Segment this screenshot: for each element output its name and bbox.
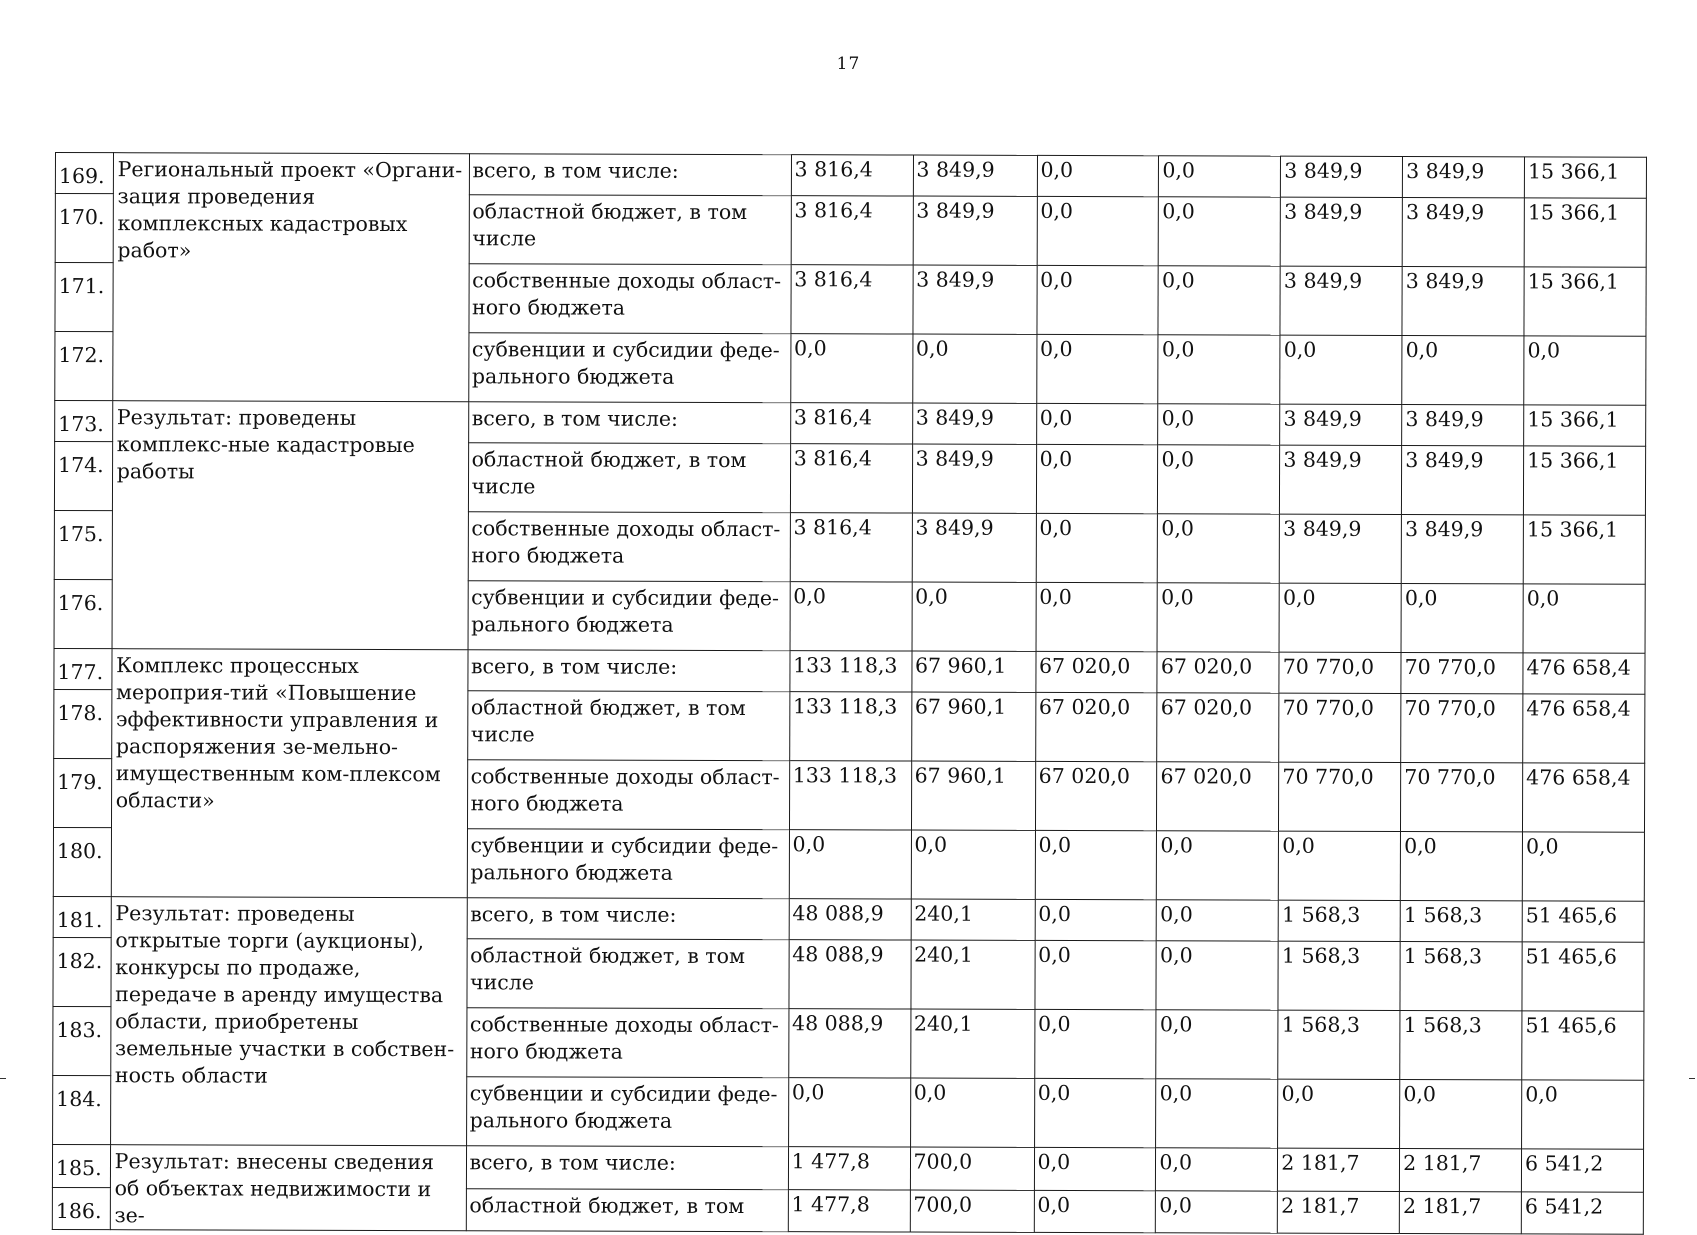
year-value-cell: 3 849,9 <box>912 403 1036 444</box>
year-value-cell: 0,0 <box>910 1078 1034 1147</box>
year-value-cell: 133 118,3 <box>790 651 912 692</box>
funding-source: собственные доходы област-ного бюджета <box>466 1008 788 1078</box>
year-value-cell: 0,0 <box>1156 941 1278 1010</box>
row-number: 177. <box>54 648 112 689</box>
year-value-cell: 0,0 <box>1157 900 1279 941</box>
year-value-cell: 0,0 <box>1156 1148 1278 1191</box>
year-value-cell: 700,0 <box>910 1147 1034 1190</box>
year-value-cell: 0,0 <box>1036 334 1158 403</box>
table-row <box>52 1144 1643 1191</box>
total-value-cell: 15 366,1 <box>1523 446 1645 515</box>
year-value-cell: 3 816,4 <box>790 513 912 582</box>
year-value-cell: 2 181,7 <box>1278 1191 1400 1234</box>
activity-name: Комплекс процессных мероприя-тий «Повышение эффективности управления и распоряжения зе-мельно-имущественным ком-плексом области» <box>111 649 468 898</box>
year-value-cell: 0,0 <box>1034 1147 1156 1190</box>
year-value-cell: 1 568,3 <box>1278 1010 1400 1079</box>
total-value-cell: 15 366,1 <box>1524 405 1646 446</box>
year-value-cell: 70 770,0 <box>1279 652 1401 693</box>
funding-source: всего, в том числе: <box>466 1146 788 1189</box>
year-value-cell: 0,0 <box>1158 445 1280 514</box>
funding-source: субвенции и субсидии феде-рального бюджета <box>467 829 789 899</box>
row-number: 174. <box>54 442 112 511</box>
year-value-cell: 3 849,9 <box>1280 514 1402 583</box>
funding-source: собственные доходы област-ного бюджета <box>467 760 789 830</box>
year-value-cell: 3 849,9 <box>1402 445 1524 514</box>
row-number: 176. <box>54 579 112 648</box>
year-value-cell: 0,0 <box>788 1078 910 1147</box>
total-value-cell: 51 465,6 <box>1522 942 1644 1011</box>
year-value-cell: 0,0 <box>911 830 1035 899</box>
year-value-cell: 67 020,0 <box>1157 762 1279 831</box>
row-number: 185. <box>52 1144 110 1187</box>
year-value-cell: 0,0 <box>1035 940 1157 1009</box>
year-value-cell: 0,0 <box>1158 266 1280 335</box>
year-value-cell: 0,0 <box>1400 831 1522 900</box>
row-number: 186. <box>52 1187 110 1230</box>
year-value-cell: 67 020,0 <box>1035 651 1157 692</box>
row-number: 179. <box>53 758 111 827</box>
year-value-cell: 133 118,3 <box>789 761 911 830</box>
year-value-cell: 70 770,0 <box>1401 693 1523 762</box>
year-value-cell: 0,0 <box>1400 1079 1522 1148</box>
total-value-cell: 15 366,1 <box>1524 267 1646 336</box>
activity-name: Результат: проведены открытые торги (аукционы), конкурсы по продаже, передаче в аренду имущества области, приобретены земельные участки в собствен-ность области <box>110 897 467 1146</box>
funding-source: собственные доходы област-ного бюджета <box>468 512 790 582</box>
year-value-cell: 48 088,9 <box>789 940 911 1009</box>
right-edge-mark <box>1689 1078 1695 1079</box>
year-value-cell: 0,0 <box>912 582 1036 651</box>
year-value-cell: 3 816,4 <box>790 444 912 513</box>
year-value-cell: 3 849,9 <box>1280 404 1402 445</box>
year-value-cell: 0,0 <box>1157 831 1279 900</box>
year-value-cell: 0,0 <box>1158 514 1280 583</box>
row-number: 175. <box>54 510 112 579</box>
row-number: 183. <box>53 1006 111 1075</box>
year-value-cell: 70 770,0 <box>1279 693 1401 762</box>
row-number: 180. <box>53 827 111 896</box>
year-value-cell: 0,0 <box>1158 404 1280 445</box>
row-number: 182. <box>53 937 111 1006</box>
year-value-cell: 0,0 <box>1036 444 1158 513</box>
total-value-cell: 15 366,1 <box>1524 198 1646 267</box>
funding-source: областной бюджет, в том числе <box>467 691 789 761</box>
activity-name: Региональный проект «Органи-зация проведения комплексных кадастровых работ» <box>112 153 469 402</box>
year-value-cell: 3 849,9 <box>912 513 1036 582</box>
year-value-cell: 700,0 <box>910 1190 1034 1233</box>
total-value-cell: 15 366,1 <box>1523 515 1645 584</box>
year-value-cell: 67 020,0 <box>1035 692 1157 761</box>
total-value-cell: 0,0 <box>1522 1080 1644 1149</box>
year-value-cell: 0,0 <box>1036 582 1158 651</box>
total-value-cell: 6 541,2 <box>1521 1191 1643 1234</box>
year-value-cell: 67 960,1 <box>911 651 1035 692</box>
year-value-cell: 0,0 <box>1037 196 1159 265</box>
funding-source: областной бюджет, в том числе <box>469 195 791 265</box>
year-value-cell: 3 849,9 <box>1402 197 1524 266</box>
funding-source: областной бюджет, в том числе <box>466 939 788 1009</box>
year-value-cell: 0,0 <box>1035 830 1157 899</box>
year-value-cell: 133 118,3 <box>789 692 911 761</box>
year-value-cell: 0,0 <box>1158 335 1280 404</box>
year-value-cell: 3 816,4 <box>791 155 913 196</box>
year-value-cell: 0,0 <box>1156 1190 1278 1233</box>
year-value-cell: 0,0 <box>1037 265 1159 334</box>
year-value-cell: 3 849,9 <box>1280 197 1402 266</box>
year-value-cell: 0,0 <box>1279 831 1401 900</box>
row-number: 173. <box>55 401 113 442</box>
total-value-cell: 51 465,6 <box>1522 901 1644 942</box>
table-row <box>54 648 1645 694</box>
year-value-cell: 0,0 <box>1280 335 1402 404</box>
year-value-cell: 0,0 <box>1034 1078 1156 1147</box>
funding-source: субвенции и субсидии феде-рального бюджета <box>466 1077 788 1147</box>
row-number: 184. <box>53 1075 111 1144</box>
activity-name: Результат: проведены комплекс-ные кадастровые работы <box>112 401 469 650</box>
year-value-cell: 1 568,3 <box>1278 941 1400 1010</box>
year-value-cell: 1 477,8 <box>788 1189 910 1232</box>
year-value-cell: 2 181,7 <box>1278 1148 1400 1191</box>
year-value-cell: 0,0 <box>1279 583 1401 652</box>
year-value-cell: 0,0 <box>1036 513 1158 582</box>
row-number: 178. <box>54 689 112 758</box>
year-value-cell: 3 849,9 <box>1280 445 1402 514</box>
year-value-cell: 1 477,8 <box>788 1147 910 1190</box>
year-value-cell: 0,0 <box>1035 899 1157 940</box>
year-value-cell: 3 849,9 <box>1281 156 1403 197</box>
year-value-cell: 0,0 <box>790 334 912 403</box>
left-edge-mark <box>0 1078 6 1079</box>
year-value-cell: 1 568,3 <box>1400 941 1522 1010</box>
year-value-cell: 0,0 <box>1157 583 1279 652</box>
year-value-cell: 1 568,3 <box>1400 1010 1522 1079</box>
total-value-cell: 51 465,6 <box>1522 1011 1644 1080</box>
year-value-cell: 240,1 <box>911 899 1035 940</box>
year-value-cell: 3 849,9 <box>1403 156 1525 197</box>
funding-source: всего, в том числе: <box>469 154 791 196</box>
total-value-cell: 15 366,1 <box>1524 157 1646 198</box>
year-value-cell: 1 568,3 <box>1400 900 1522 941</box>
table-body <box>52 153 1646 1235</box>
year-value-cell: 67 020,0 <box>1035 761 1157 830</box>
year-value-cell: 0,0 <box>1156 1079 1278 1148</box>
year-value-cell: 3 849,9 <box>912 444 1036 513</box>
year-value-cell: 3 816,4 <box>790 403 912 444</box>
year-value-cell: 48 088,9 <box>788 1009 910 1078</box>
year-value-cell: 0,0 <box>1159 197 1281 266</box>
year-value-cell: 0,0 <box>1401 583 1523 652</box>
year-value-cell: 1 568,3 <box>1278 900 1400 941</box>
row-number: 170. <box>55 194 113 263</box>
year-value-cell: 70 770,0 <box>1401 652 1523 693</box>
year-value-cell: 2 181,7 <box>1399 1191 1521 1234</box>
year-value-cell: 240,1 <box>910 940 1034 1009</box>
year-value-cell: 0,0 <box>1034 1190 1156 1233</box>
year-value-cell: 0,0 <box>789 830 911 899</box>
funding-source: собственные доходы област-ного бюджета <box>468 264 790 334</box>
year-value-cell: 0,0 <box>1402 335 1524 404</box>
budget-table <box>52 152 1647 1235</box>
year-value-cell: 67 020,0 <box>1157 652 1279 693</box>
year-value-cell: 3 816,4 <box>791 196 913 265</box>
total-value-cell: 476 658,4 <box>1523 763 1645 832</box>
table-row <box>53 896 1644 942</box>
year-value-cell: 3 849,9 <box>1402 404 1524 445</box>
funding-source: областной бюджет, в том числе <box>468 443 790 513</box>
funding-source: субвенции и субсидии феде-рального бюджета <box>468 333 790 403</box>
table-row <box>55 401 1646 447</box>
funding-source: субвенции и субсидии феде-рального бюджета <box>468 581 790 651</box>
year-value-cell: 2 181,7 <box>1400 1148 1522 1191</box>
row-number: 171. <box>55 263 113 332</box>
year-value-cell: 3 849,9 <box>1402 266 1524 335</box>
funding-source: всего, в том числе: <box>467 898 789 940</box>
year-value-cell: 3 849,9 <box>913 155 1037 196</box>
row-number: 181. <box>53 896 111 937</box>
table-row <box>55 153 1646 199</box>
year-value-cell: 0,0 <box>790 582 912 651</box>
year-value-cell: 48 088,9 <box>789 899 911 940</box>
page-number: 17 <box>836 54 861 74</box>
row-number: 169. <box>55 153 113 194</box>
total-value-cell: 6 541,2 <box>1521 1149 1643 1192</box>
year-value-cell: 0,0 <box>1156 1010 1278 1079</box>
year-value-cell: 0,0 <box>912 334 1036 403</box>
year-value-cell: 70 770,0 <box>1401 762 1523 831</box>
year-value-cell: 0,0 <box>1034 1009 1156 1078</box>
row-number: 172. <box>55 332 113 401</box>
year-value-cell: 70 770,0 <box>1279 762 1401 831</box>
total-value-cell: 476 658,4 <box>1523 653 1645 694</box>
year-value-cell: 3 849,9 <box>1401 514 1523 583</box>
year-value-cell: 67 960,1 <box>911 761 1035 830</box>
total-value-cell: 476 658,4 <box>1523 694 1645 763</box>
funding-source: всего, в том числе: <box>467 650 789 692</box>
year-value-cell: 0,0 <box>1159 156 1281 197</box>
year-value-cell: 0,0 <box>1036 403 1158 444</box>
funding-source: всего, в том числе: <box>468 402 790 444</box>
year-value-cell: 3 849,9 <box>912 265 1036 334</box>
funding-source: областной бюджет, в том <box>466 1188 788 1231</box>
year-value-cell: 3 849,9 <box>1280 266 1402 335</box>
year-value-cell: 67 960,1 <box>911 692 1035 761</box>
year-value-cell: 240,1 <box>910 1009 1034 1078</box>
activity-name: Результат: внесены сведения об объектах недвижимости и зе- <box>110 1145 466 1231</box>
year-value-cell: 67 020,0 <box>1157 693 1279 762</box>
total-value-cell: 0,0 <box>1523 584 1645 653</box>
year-value-cell: 0,0 <box>1278 1079 1400 1148</box>
table-container <box>52 152 1647 1235</box>
year-value-cell: 0,0 <box>1037 155 1159 196</box>
total-value-cell: 0,0 <box>1524 336 1646 405</box>
year-value-cell: 3 816,4 <box>791 265 913 334</box>
total-value-cell: 0,0 <box>1522 832 1644 901</box>
year-value-cell: 3 849,9 <box>913 196 1037 265</box>
